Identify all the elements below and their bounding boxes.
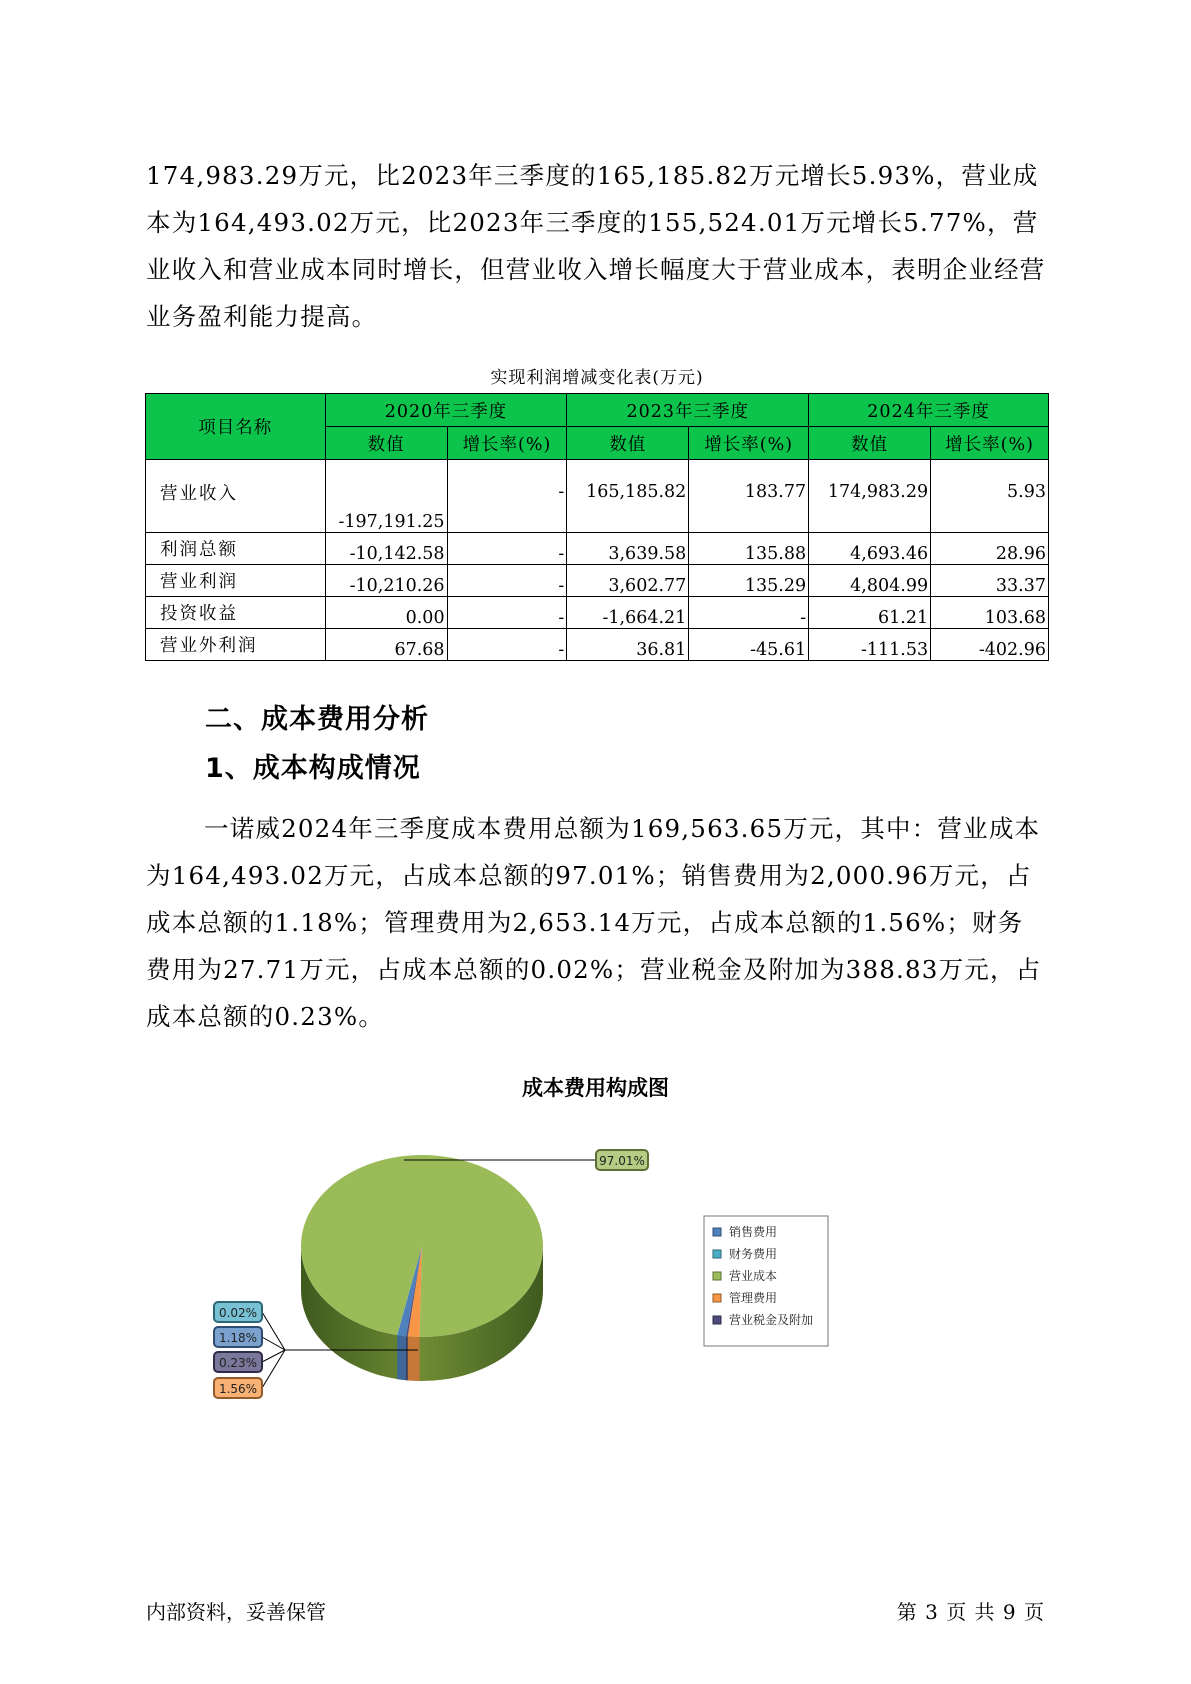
cell: 135.29 — [689, 565, 809, 597]
cell: 183.77 — [689, 460, 809, 533]
header-growth: 增长率(%) — [689, 427, 809, 460]
data-label — [596, 1150, 648, 1170]
cell: 0.00 — [325, 597, 447, 629]
cell: 165,185.82 — [567, 460, 689, 533]
cell: 33.37 — [931, 565, 1049, 597]
header-growth: 增长率(%) — [931, 427, 1049, 460]
row-name: 投资收益 — [146, 597, 326, 629]
data-label — [214, 1378, 262, 1398]
cell: 67.68 — [325, 629, 447, 661]
legend-swatch — [713, 1272, 721, 1280]
cell: - — [447, 629, 567, 661]
cell: 61.21 — [809, 597, 931, 629]
header-item-name: 项目名称 — [146, 394, 326, 460]
cell: -197,191.25 — [325, 460, 447, 533]
cell: 36.81 — [567, 629, 689, 661]
section-heading: 二、成本费用分析 — [205, 704, 429, 735]
cell: -45.61 — [689, 629, 809, 661]
cell: 174,983.29 — [809, 460, 931, 533]
legend-label: 营业税金及附加 — [729, 1313, 814, 1327]
cell: -1,664.21 — [567, 597, 689, 629]
row-name: 营业利润 — [146, 565, 326, 597]
cell: 3,602.77 — [567, 565, 689, 597]
header-value: 数值 — [567, 427, 689, 460]
footer-page-number: 第 3 页 共 9 页 — [896, 1600, 1045, 1624]
data-label-text: 0.23% — [218, 1356, 258, 1370]
header-growth: 增长率(%) — [447, 427, 567, 460]
data-label-text: 1.56% — [218, 1382, 258, 1396]
legend-label: 销售费用 — [729, 1225, 778, 1239]
cell: - — [447, 597, 567, 629]
pie-slice-side — [408, 1336, 420, 1381]
legend-swatch — [713, 1294, 721, 1302]
legend-label: 营业成本 — [729, 1269, 778, 1283]
pie-slice — [301, 1155, 543, 1337]
cell: 4,804.99 — [809, 565, 931, 597]
cell: 5.93 — [931, 460, 1049, 533]
cell: - — [447, 565, 567, 597]
intro-text: 174,983.29万元，比2023年三季度的165,185.82万元增长5.93%，营业成本为164,493.02万元，比2023年三季度的155,524.01万元增长5.77%，营业收入和营业成本同时增长，但营业收入增长幅度大于营业成本，表明企业经营业务盈利能力提高。 — [146, 161, 1046, 331]
cell: -10,210.26 — [325, 565, 447, 597]
cell: 28.96 — [931, 533, 1049, 565]
cell: -10,142.58 — [325, 533, 447, 565]
chart-title: 成本费用构成图 — [522, 1076, 669, 1100]
data-label-text: 1.18% — [218, 1331, 258, 1345]
data-label-text: 0.02% — [218, 1306, 258, 1320]
row-name: 营业收入 — [146, 460, 326, 533]
cell: - — [447, 533, 567, 565]
data-label — [214, 1352, 262, 1372]
cell: - — [447, 460, 567, 533]
legend-label: 财务费用 — [729, 1247, 778, 1261]
cell: 3,639.58 — [567, 533, 689, 565]
row-name: 营业外利润 — [146, 629, 326, 661]
legend-swatch — [713, 1228, 721, 1236]
pie-slice-side — [397, 1335, 406, 1380]
footer-left: 内部资料，妥善保管 — [146, 1600, 326, 1624]
data-label — [214, 1302, 262, 1322]
cell: -402.96 — [931, 629, 1049, 661]
data-label-text: 97.01% — [599, 1154, 645, 1168]
data-label — [214, 1327, 262, 1347]
header-period: 2023年三季度 — [567, 394, 809, 427]
legend-swatch — [713, 1250, 721, 1258]
legend-label: 管理费用 — [729, 1291, 778, 1305]
table-caption: 实现利润增减变化表(万元) — [490, 368, 704, 388]
row-name: 利润总额 — [146, 533, 326, 565]
chart-legend — [704, 1216, 828, 1346]
header-value: 数值 — [809, 427, 931, 460]
pie-slice-side — [406, 1336, 408, 1380]
header-period: 2024年三季度 — [809, 394, 1049, 427]
cell: 135.88 — [689, 533, 809, 565]
cell: -111.53 — [809, 629, 931, 661]
legend-swatch — [713, 1316, 721, 1324]
cost-text: 一诺威2024年三季度成本费用总额为169,563.65万元，其中：营业成本为164,493.02万元，占成本总额的97.01%；销售费用为2,000.96万元，占成本总额的1.18%；管理费用为2,653.14万元，占成本总额的1.56%；财务费用为27.71万元，占成本总额的0.02%；营业税金及附加为388.83万元，占成本总额的0.23%。 — [146, 814, 1042, 1031]
sub-heading: 1、成本构成情况 — [205, 753, 421, 784]
cell: - — [689, 597, 809, 629]
cell: 4,693.46 — [809, 533, 931, 565]
header-value: 数值 — [325, 427, 447, 460]
cell: 103.68 — [931, 597, 1049, 629]
header-period: 2020年三季度 — [325, 394, 567, 427]
